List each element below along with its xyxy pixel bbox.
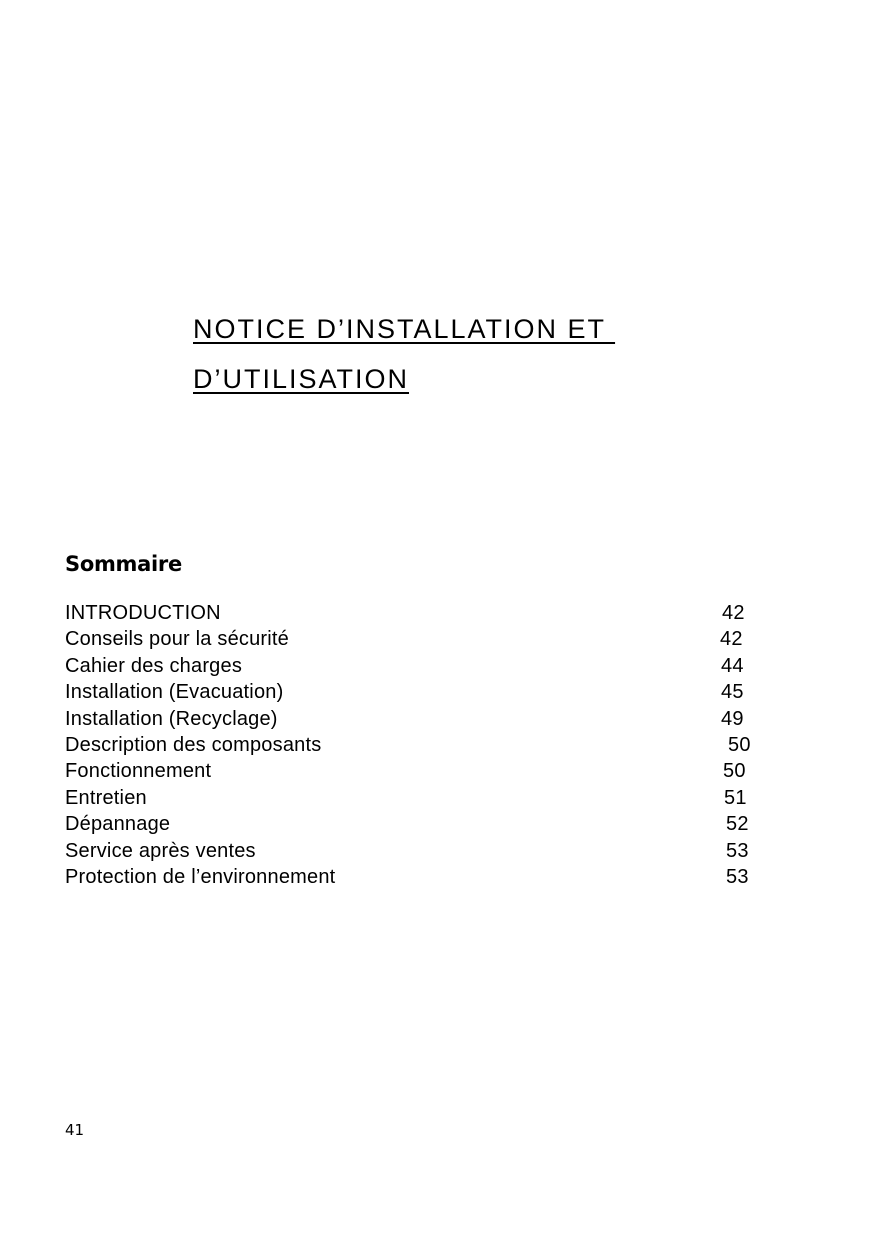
toc-item-protection [65, 864, 765, 890]
toc-item-page: 53 [726, 865, 749, 888]
toc-item-conseils [65, 626, 765, 652]
page-number: 41 [65, 1121, 85, 1139]
toc-item-page: 51 [724, 786, 747, 809]
title-line-2: D’UTILISATION [193, 364, 410, 394]
toc-item-label: Installation (Recyclage) [65, 707, 278, 730]
toc-item-page: 44 [721, 654, 744, 677]
toc-item-page: 50 [723, 760, 746, 783]
toc-item-cahier [65, 653, 765, 679]
toc-item-page: 50 [728, 733, 751, 756]
toc-item-page: 42 [720, 628, 743, 651]
toc-item-description [65, 732, 765, 758]
toc-item-label: Installation (Evacuation) [65, 681, 284, 704]
toc-item-page: 49 [721, 707, 744, 730]
toc-item-page: 52 [726, 813, 749, 836]
table-of-contents [65, 600, 765, 890]
toc-item-depannage [65, 811, 765, 837]
toc-item-label: Entretien [65, 786, 147, 809]
toc-item-installation-recyclage [65, 706, 765, 732]
toc-item-service [65, 838, 765, 864]
toc-item-label: Cahier des charges [65, 654, 243, 677]
toc-item-label: Conseils pour la sécurité [65, 628, 289, 651]
toc-item-page: 53 [726, 839, 749, 862]
title-line-1: NOTICE D’INSTALLATION ET [193, 314, 616, 344]
toc-item-label: INTRODUCTION [65, 602, 221, 624]
toc-item-page: 45 [721, 681, 744, 704]
toc-item-page: 42 [722, 602, 745, 624]
toc-item-label: Fonctionnement [65, 760, 212, 783]
toc-item-fonctionnement [65, 758, 765, 784]
toc-item-label: Protection de l’environnement [65, 865, 336, 888]
summary-heading: Sommaire [65, 552, 182, 576]
toc-item-label: Service après ventes [65, 839, 256, 862]
toc-item-introduction [65, 600, 765, 626]
document-title [193, 304, 615, 404]
toc-item-label: Description des composants [65, 733, 322, 756]
toc-item-entretien [65, 785, 765, 811]
toc-item-label: Dépannage [65, 813, 171, 836]
toc-item-installation-evacuation [65, 679, 765, 705]
